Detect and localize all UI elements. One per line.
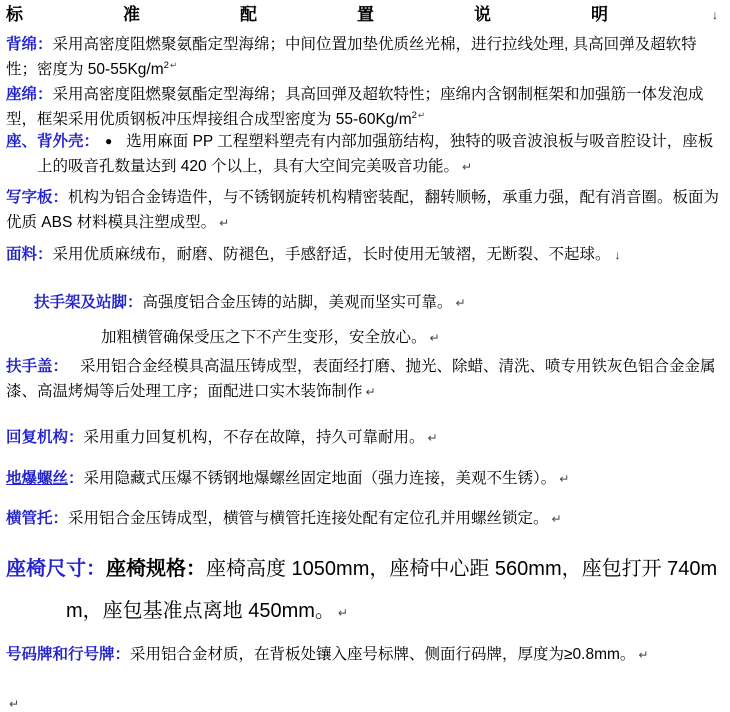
section-sublabel: 座椅规格： <box>106 558 206 580</box>
superscript-value: 2 <box>163 59 169 71</box>
title-char: 置 <box>357 5 374 24</box>
section-thick-tube <box>101 325 724 351</box>
section-label: 座、背外壳： <box>6 133 100 150</box>
paragraph-mark: ↵ <box>461 160 473 174</box>
section-text: 选用麻面 PP 工程塑料塑壳有内部加强筋结构，独特的吸音波浪板与吸音腔设计，座板上的吸音孔数量达到 420 个以上，具有大空间完美吸音功能。 <box>37 133 714 175</box>
line-break-mark: ↓ <box>614 248 621 262</box>
paragraph-mark: ↵ <box>219 216 230 230</box>
paragraph-mark: ↵ <box>365 385 376 399</box>
section-label: 扶手盖： <box>6 358 69 375</box>
paragraph-mark: ↵ <box>559 472 570 486</box>
section-text: 采用重力回复机构，不存在故障，持久可靠耐用。 <box>83 429 425 446</box>
section-text: 采用高密度阻燃聚氨酯定型海绵；中间位置加垫优质丝光棉，进行拉线处理, 具高回弹及超软特性；密度为 50-55Kg/m <box>6 36 697 78</box>
section-shell <box>6 129 724 180</box>
section-label: 回复机构： <box>6 429 84 446</box>
section-label: 背绵： <box>6 36 53 53</box>
section-label: 面料： <box>6 246 53 263</box>
section-seat-foam <box>6 82 724 132</box>
section-label-colon: ： <box>68 470 84 487</box>
superscript <box>412 110 425 121</box>
section-text: 机构为铝合金铸造件，与不锈钢旋转机构精密装配，翻转顺畅，承重力强，配有消音圈。板面为优质 ABS 材料模具注塑成型。 <box>6 189 720 231</box>
section-text: 座椅高度 1050mm，座椅中心距 560mm，座包打开 740mm，座包基准点离地 450mm。 <box>66 558 718 622</box>
document-title <box>6 4 718 26</box>
section-text: 采用铝合金材质，在背板处镶入座号标牌、侧面行码牌，厚度为≥0.8mm。 <box>130 646 636 663</box>
section-seat-dimensions <box>6 548 724 634</box>
section-text: 采用铝合金经模具高温压铸成型，表面经打磨、抛光、除蜡、清洗、喷专用铁灰色铝合金金属漆、高温烤焗等后处理工序；面配进口实木装饰制作 <box>6 358 716 400</box>
paragraph-mark: ↵ <box>427 431 438 445</box>
empty-paragraph <box>6 691 724 712</box>
superscript-value: 2 <box>411 109 417 121</box>
section-armrest-frame <box>34 290 724 316</box>
title-char: 明 <box>591 5 608 24</box>
paragraph-mark: ↵ <box>638 648 649 662</box>
section-writing-board <box>6 185 724 236</box>
section-armrest-cover <box>6 354 724 405</box>
paragraph-mark: ↵ <box>169 59 178 70</box>
paragraph-mark: ↵ <box>337 606 348 620</box>
section-text: 采用铝合金压铸成型，横管与横管托连接处配有定位孔并用螺丝锁定。 <box>68 510 549 527</box>
section-label: 写字板： <box>6 189 69 206</box>
section-text: 采用隐藏式压爆不锈钢地爆螺丝固定地面（强力连接，美观不生锈）。 <box>83 470 557 487</box>
section-fabric <box>6 242 724 268</box>
section-label: 座绵： <box>6 86 53 103</box>
section-tube-bracket <box>6 506 724 532</box>
section-text: 采用优质麻绒布，耐磨、防褪色，手感舒适，长时使用无皱褶，无断裂、不起球。 <box>52 246 611 263</box>
paragraph-mark: ↵ <box>429 331 440 345</box>
bullet-icon: ● <box>105 134 113 148</box>
section-text: 采用高密度阻燃聚氨酯定型海绵；具高回弹及超软特性；座绵内含钢制框架和加强筋一体发泡成型，框架采用优质钢板冲压焊接组合成型密度为 55-60Kg/m <box>6 86 704 128</box>
section-text: 高强度铝合金压铸的站脚，美观而坚实可靠。 <box>142 294 453 311</box>
title-char: 说 <box>474 5 491 24</box>
line-break-mark: ↓ <box>712 8 718 22</box>
title-char: 标 <box>6 5 23 24</box>
section-label: 横管托： <box>6 510 69 527</box>
superscript <box>164 60 177 71</box>
title-char: 准 <box>123 5 140 24</box>
paragraph-mark: ↵ <box>417 109 426 120</box>
paragraph-mark: ↵ <box>9 697 20 711</box>
section-label: 号码牌和行号牌： <box>6 646 131 663</box>
section-text: 加粗横管确保受压之下不产生变形，安全放心。 <box>101 329 427 346</box>
section-label: 座椅尺寸： <box>6 558 106 580</box>
title-char: 配 <box>240 5 257 24</box>
section-anchor-bolt <box>6 466 724 492</box>
paragraph-mark: ↵ <box>551 512 562 526</box>
paragraph-mark: ↵ <box>455 296 466 310</box>
section-label: 扶手架及站脚： <box>34 294 143 311</box>
section-number-plates <box>6 642 724 668</box>
section-recovery <box>6 425 724 451</box>
section-back-foam <box>6 32 724 82</box>
section-label: 地爆螺丝 <box>6 470 69 487</box>
